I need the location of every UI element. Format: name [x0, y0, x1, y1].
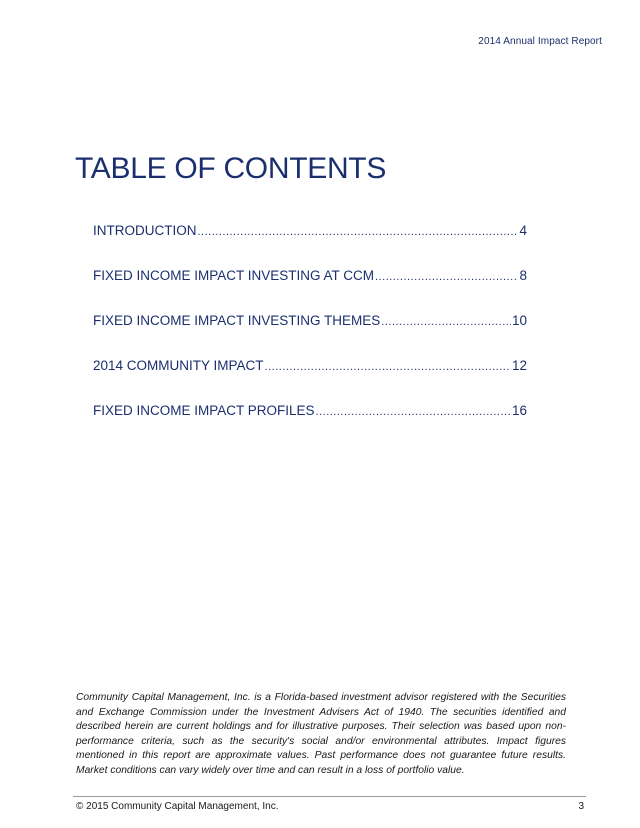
toc-entry-investing-at-ccm[interactable] — [93, 268, 527, 313]
table-of-contents — [93, 223, 527, 448]
toc-entry-investing-themes[interactable] — [93, 313, 527, 358]
toc-page-number: 12 — [511, 358, 527, 373]
toc-entry-label: FIXED INCOME IMPACT INVESTING AT CCM — [93, 268, 375, 283]
legal-disclaimer: Community Capital Management, Inc. is a Florida-based investment advisor registered with the Securities and Exchange Commission under the Investment Advisers Act of 1940. The securities identified and described herein are current holdings and for illustrative purposes. Their selection was based upon non-performance criteria, such as the security's social and/or environmental attributes. Impact figures mentioned in this report are approximate values. Past performance does not guarantee future results. Market conditions can vary widely over time and can result in a loss of portfolio value. — [76, 692, 566, 776]
toc-page-number: 4 — [519, 223, 527, 238]
footer-page-number: 3 — [578, 801, 584, 812]
toc-dot-leader — [265, 361, 511, 373]
toc-page-number: 10 — [511, 313, 527, 328]
toc-entry-label: 2014 COMMUNITY IMPACT — [93, 358, 264, 373]
toc-dot-leader — [316, 406, 511, 418]
report-header: 2014 Annual Impact Report — [478, 36, 602, 47]
toc-entry-label: FIXED INCOME IMPACT INVESTING THEMES — [93, 313, 381, 328]
footer-divider — [73, 796, 586, 797]
toc-entry-community-impact[interactable] — [93, 358, 527, 403]
toc-dot-leader — [375, 271, 518, 283]
page-title: TABLE OF CONTENTS — [75, 152, 387, 185]
toc-dot-leader — [381, 316, 511, 328]
toc-entry-introduction[interactable] — [93, 223, 527, 268]
toc-page-number: 16 — [511, 403, 527, 418]
toc-dot-leader — [198, 226, 519, 238]
footer-copyright: © 2015 Community Capital Management, Inc. — [76, 801, 279, 812]
toc-page-number: 8 — [519, 268, 527, 283]
toc-entry-impact-profiles[interactable] — [93, 403, 527, 448]
toc-entry-label: FIXED INCOME IMPACT PROFILES — [93, 403, 315, 418]
toc-entry-label: INTRODUCTION — [93, 223, 197, 238]
